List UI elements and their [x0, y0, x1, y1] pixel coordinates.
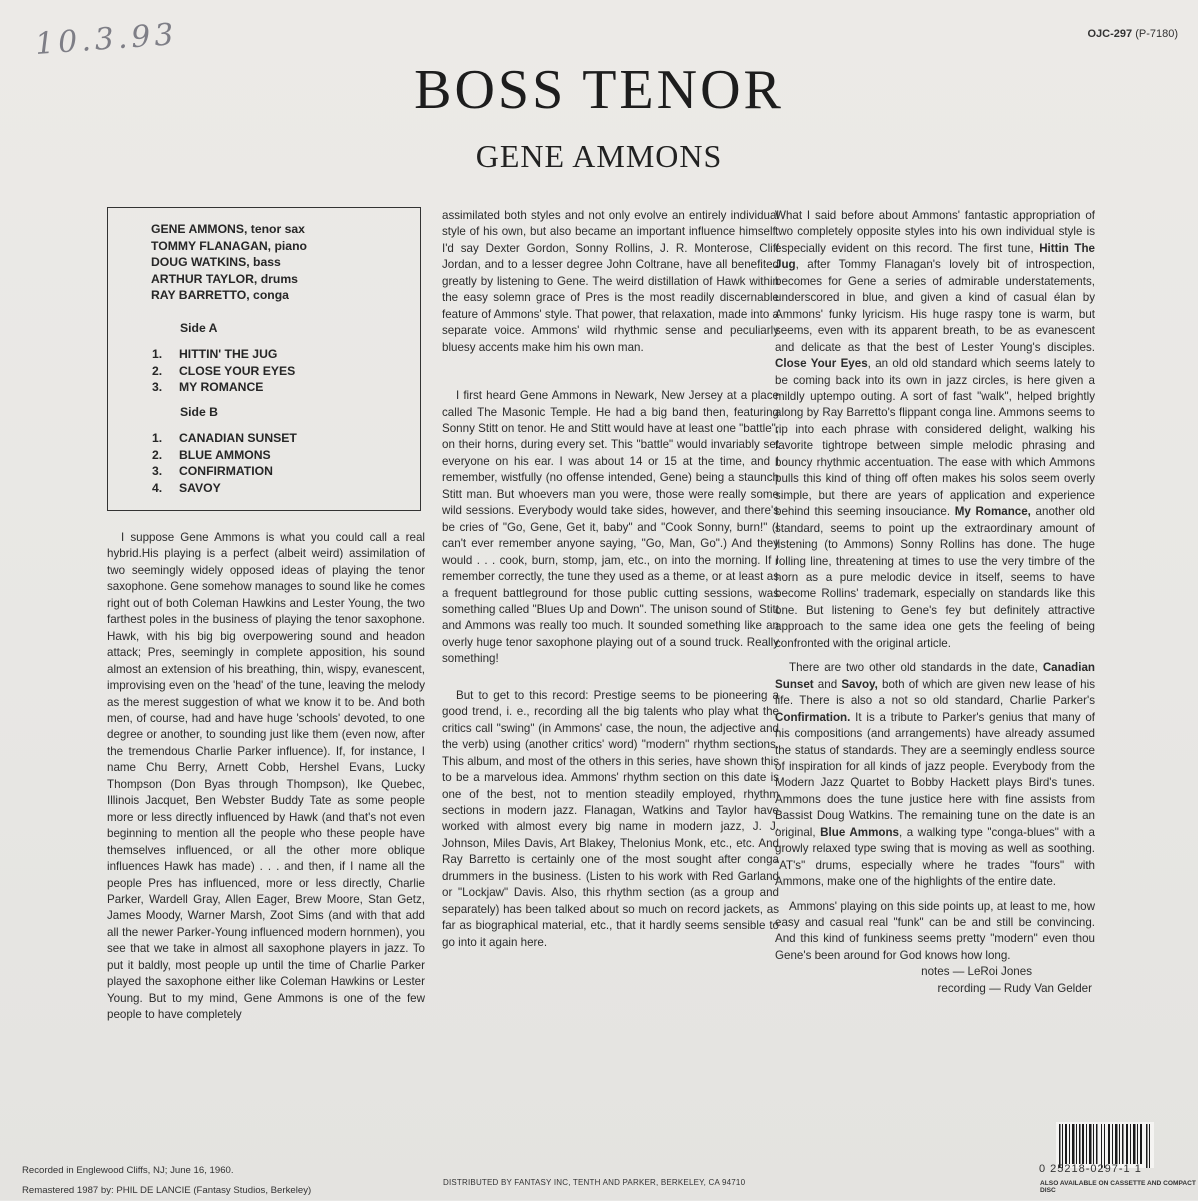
liner-notes-paragraph: assimilated both styles and not only evolve an entirely individual style of his own, but also became an important influence himself. I'd say Dexter Gordon, Sonny Rollins, J. R. Monterose, Cliff Jordan, and to a lesser degree John Coltrane, have all benefited greatly by listening to Gene. The weird distillation of Hawk within the easy solemn grace of Pres is the most readily discernable feature of Ammons' style. That power, that relaxation, made into a separate voice. Ammons' wild rhythmic sense and peculiarly bluesy accents make him his own man.: [442, 209, 779, 354]
liner-notes-paragraph: There are two other old standards in the date, Canadian Sunset and Savoy, both of which are given new lease of his life. There is also a not so old standard, Charlie Parker's Confirmation. It is a tribute to Parker's genius that many of his compositions (and arrangements) have already assumed the status of standards. They are a seemingly endless source of inspiration for all kinds of jazz people. Everybody from the Modern Jazz Quartet to Bobby Hackett plays Bird's tunes. Ammons does the tune justice here with fine assists from Bassist Doug Watkins. The remaining tune on the date is an original, Blue Ammons, a walking type "conga-blues" with a growly relaxed type swing that is moving as well as soothing. "AT's" drums, especially where he trades "fours" with Ammons, make one of the highlights of the entire date.: [775, 661, 1096, 889]
personnel-item: GENE AMMONS, tenor sax: [151, 222, 305, 236]
track-item: 3. CONFIRMATION: [152, 464, 273, 479]
personnel-item: RAY BARRETTO, conga: [151, 288, 289, 303]
side-a-tracklist: [152, 346, 295, 396]
song-title-ref: Close Your Eyes: [775, 357, 868, 371]
catalog-number: [1088, 28, 1179, 40]
notes-credit: notes — LeRoi Jones: [921, 965, 1032, 979]
barcode-number: 0 25218-0297-1 1: [1039, 1163, 1142, 1175]
liner-notes-credits: [775, 964, 1095, 997]
liner-notes-column-1: [107, 530, 425, 1024]
personnel-box: [107, 207, 421, 511]
artist-name: GENE AMMONS: [475, 138, 723, 174]
track-item: 1. HITTIN' THE JUG: [152, 347, 278, 361]
personnel-item: ARTHUR TAYLOR, drums: [151, 271, 298, 286]
liner-notes-paragraph: Ammons' playing on this side points up, at least to me, how easy and casual real "funk" can be and still be convincing. And this kind of funkiness seems pretty "modern" even thou Gene's been around for God knows how long.: [775, 899, 1095, 962]
remastered-info: Remastered 1987 by: PHIL DE LANCIE (Fantasy Studios, Berkeley): [22, 1185, 312, 1196]
recorded-info: Recorded in Englewood Cliffs, NJ; June 16, 1960.: [22, 1165, 234, 1176]
handwritten-date: 10.3.93: [33, 17, 179, 62]
track-item: 1. CANADIAN SUNSET: [152, 431, 297, 445]
personnel-list: [151, 221, 307, 304]
side-a-title: Side A: [180, 321, 218, 335]
song-title-ref: Hittin The Jug: [775, 241, 1095, 272]
side-b-title: Side B: [180, 405, 218, 419]
personnel-item: TOMMY FLANAGAN, piano: [151, 238, 307, 253]
recording-credit: recording — Rudy Van Gelder: [937, 981, 1092, 995]
liner-notes-paragraph: What I said before about Ammons' fantastic appropriation of two completely opposite styles into his own individual style is especially evident on this record. The first tune, Hittin The Jug, after Tommy Flanagan's lovely bit of introspection, becomes for Gene a series of admirable understatements, underscored in blue, and given a kind of casual élan by Ammons' funky lyricism. His huge raspy tone is warm, but seems, even with its apparent breath, to be as evanescent and delicate as that the best of Lester Young's disciples. Close Your Eyes, an old old standard which seems lately to be coming back into its own in jazz circles, is here given a mildly uptempo outing. A sort of fast "walk", helped brightly along by Ray Barretto's flippant conga line. Ammons seems to rip into each phrase with considered delight, walking his favorite tightrope between simple melodic phrasing and bouncy rhythmic accentuation. The ease with which Ammons pulls this kind of thing off often makes his solos seem overly simple, but there are years of application and experience behind this seeming insouciance. My Romance, another old standard, seems to point up the extraordinary amount of listening (to Ammons) Sonny Rollins has done. The huge rolling line, threatening at times to use the very timbre of the horn as a pure melodic device in itself, seems to have become Rollins' trademark, especially on standards like this one. But listening to Gene's fey but definitely attractive approach to the same idea one gets the feeling of being confronted with the original article.: [775, 209, 1095, 650]
album-title: BOSS TENOR: [414, 59, 784, 121]
distribution-info: DISTRIBUTED BY FANTASY INC, TENTH AND PARKER, BERKELEY, CA 94710: [443, 1178, 746, 1187]
song-title-ref: Blue Ammons: [820, 825, 899, 839]
liner-notes-paragraph: But to get to this record: Prestige seems to be pioneering a good trend, i. e., recording all the big talents who play what the critics call "swing" (in Ammons' case, the noun, the adjective and the verb) using (another critics' word) "modern" rhythm sections. This album, and most of the others in this series, have shown this to be a marvelous idea. Ammons' rhythm section on this date is one of the best, not to mention steadily employed, rhythm sections in modern jazz. Flanagan, Watkins and Taylor have worked with almost every big name in modern jazz, J. J. Johnson, Miles Davis, Art Blakey, Thelonius Monk, etc., etc. And Ray Barretto is certainly one of the most sought after conga drummers in the business. (Listen to his work with Red Garland or "Lockjaw" Davis. Also, this rhythm section (as a group and separately) has been talked about so much on record jackets, as far as biographical material, etc., that it hardly seems sensible to go into it again here.: [442, 688, 779, 949]
song-title-ref: Confirmation.: [775, 710, 851, 724]
liner-notes-paragraph: I first heard Gene Ammons in Newark, New Jersey at a place called The Masonic Temple. He had a big band then, featuring Sonny Stitt on tenor. He and Stitt would have at least one "battle", on their horns, during every set. This "battle" would invariably set everyone on his ear. I was about 14 or 15 at the time, and I remember, wistfully (no offense intended, Gene) being a staunch Stitt man. But whoevers man you were, those were really some wild sessions. Everybody would take sides, however, and there's be cries of "Go, Gene, Get it, baby" and "Cook Sonny, burn!" (I can't ever remember anyone saying, "Go, Man, Go".) And they would . . . cook, burn, stomp, jam, etc., on into the morning. If I remember correctly, the tune they used as a theme, or at least as a frequent battleground for those public cutting sessions, was something called "Blues Up and Down". The unison sound of Stitt and Ammons was really too much. It sounded something like an overly huge tenor saxophone playing out of a sound truck. Really something!: [442, 389, 779, 666]
catalog-number-alt: (P-7180): [1135, 28, 1178, 40]
track-item: 2. BLUE AMMONS: [152, 447, 271, 462]
liner-notes-paragraph: I suppose Gene Ammons is what you could call a real hybrid.His playing is a perfect (albeit weird) assimilation of two seemingly widely opposed ideas of playing the tenor saxophone. Gene somehow manages to sound like he comes right out of both Coleman Hawkins and Lester Young, the two farthest poles in the business of playing the tenor saxophone. Hawk, with his big big overpowering sound and headon attack; Pres, seemingly in complete apposition, his sound almost an extension of his breathing, thin, wispy, evanescent, improvising even on the 'head' of the tune, leaving the melody as the merest suggestion of what we know it to be. And both men, of course, had and have huge 'schools' devoted, to one degree or another, to sounding just like them (even now, after the tremendous Charlie Parker influence). If, for instance, I name Chu Berry, Arnett Cobb, Hershel Evans, Lucky Thompson (Don Byas through Thompson), Ike Quebec, Illinois Jacquet, Ben Webster Buddy Tate as some people more or less directly influenced by Hawk (and that's not even beginning to mention all the people who these people have themselves influenced, or all the other more oblique influences Hawk has made) . . . and then, if I name all the people Pres has influenced, more or less directly, Charlie Parker, Wardell Gray, Allen Eager, Brew Moore, Stan Getz, James Moody, Warner Marsh, Zoot Sims (and with that add all the newer Parker-Young influenced modern hornmen), you see that we take in almost all saxophone players in jazz. To put it baldly, most people up until the time of Charlie Parker played the saxophone either like Coleman Hawkins or Lester Young. But to my mind, Gene Ammons is one of the few people to have completely: [107, 531, 425, 1022]
song-title-ref: My Romance,: [954, 505, 1031, 519]
personnel-item: DOUG WATKINS, bass: [151, 255, 281, 270]
recording-info: [22, 1161, 311, 1201]
liner-notes-column-2: [442, 208, 779, 951]
availability-note: ALSO AVAILABLE ON CASSETTE AND COMPACT DISC: [1040, 1180, 1196, 1194]
song-title-ref: Savoy,: [841, 677, 878, 691]
side-b-tracklist: [152, 430, 297, 496]
barcode: [1056, 1122, 1154, 1168]
liner-notes-column-3: [775, 208, 1095, 997]
track-item: 2. CLOSE YOUR EYES: [152, 363, 296, 378]
catalog-number-main: OJC-297: [1087, 28, 1133, 40]
song-title-ref: Canadian Sunset: [775, 661, 1095, 691]
track-item: 4. SAVOY: [152, 480, 221, 495]
track-item: 3. MY ROMANCE: [152, 380, 264, 395]
